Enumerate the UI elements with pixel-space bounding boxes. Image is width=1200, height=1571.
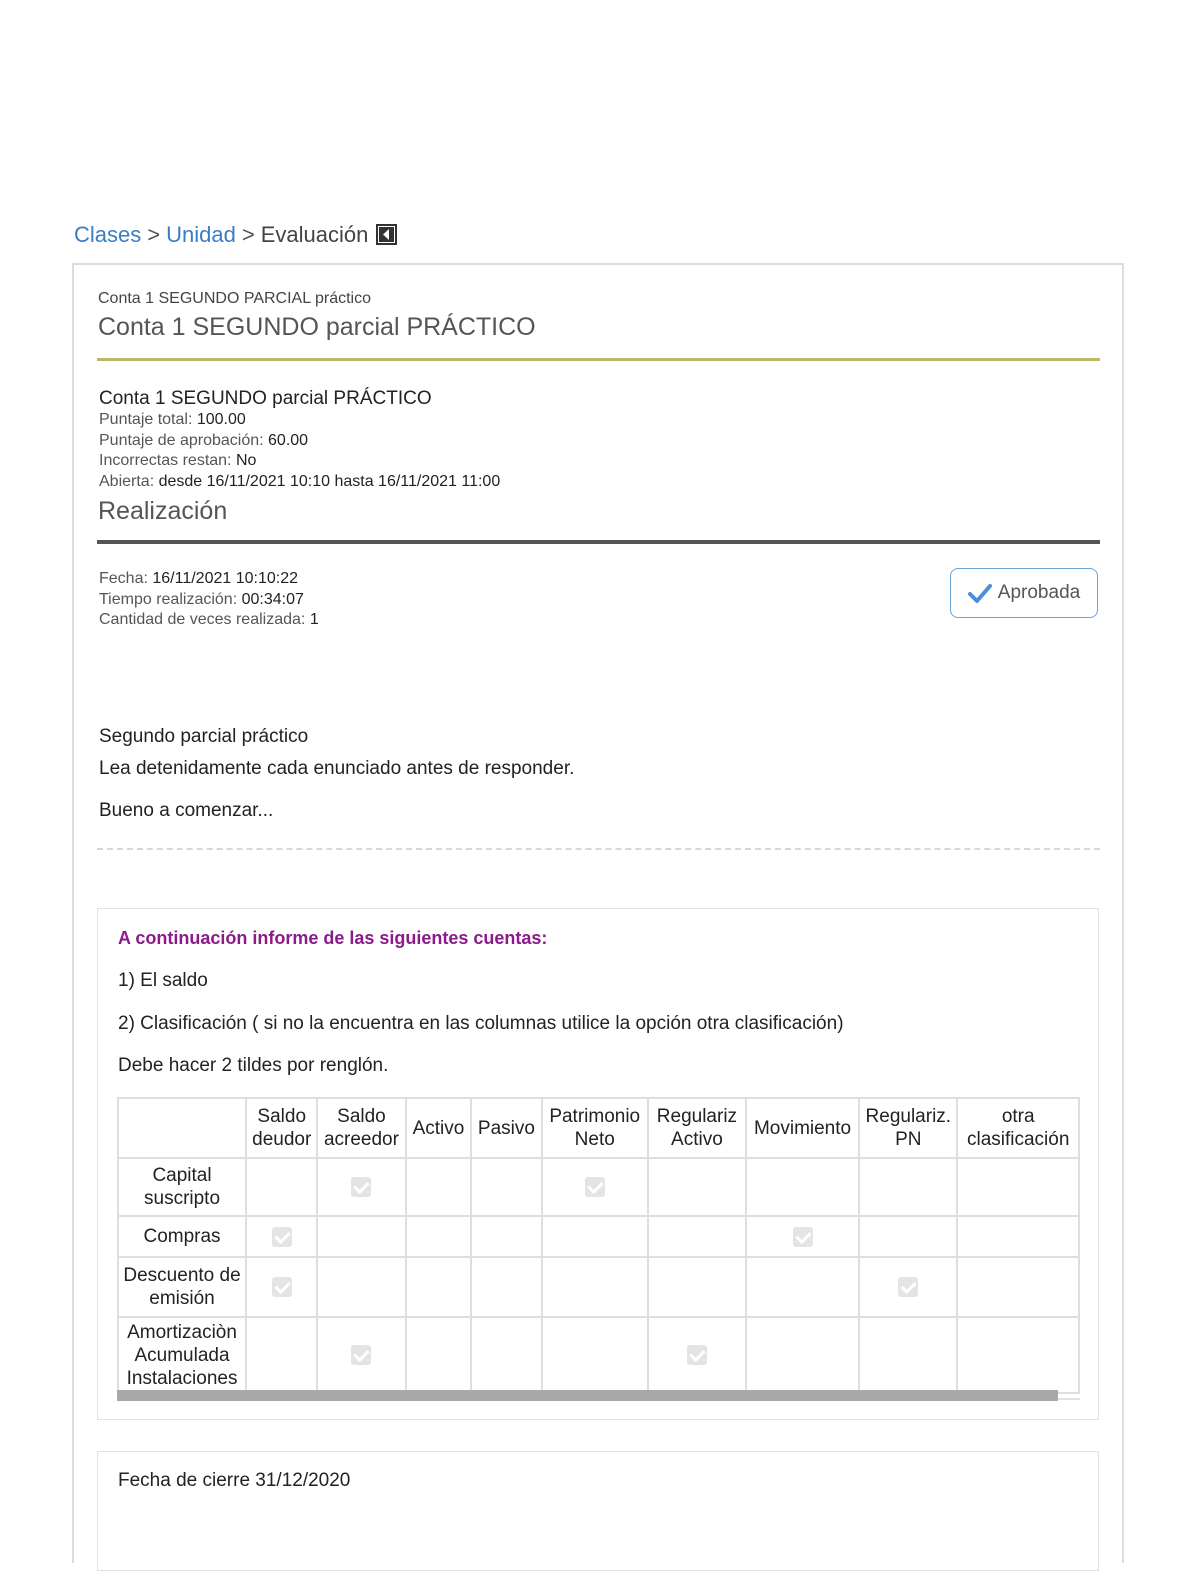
evaluation-title: Conta 1 SEGUNDO parcial PRÁCTICO: [98, 313, 536, 341]
intro-line1: Lea detenidamente cada enunciado antes de responder.: [99, 758, 575, 779]
checkbox-cell: [648, 1216, 746, 1257]
checkbox-cell: [957, 1216, 1079, 1257]
checked-checkbox[interactable]: [351, 1177, 371, 1197]
question-item-3: Debe hacer 2 tildes por renglón.: [118, 1055, 389, 1076]
checkbox-cell: [406, 1257, 472, 1317]
puntaje-aprobacion-label: Puntaje de aprobación:: [99, 431, 264, 449]
checkbox-cell: [317, 1158, 405, 1216]
table-column-header: Patrimonio Neto: [542, 1098, 648, 1158]
table-column-header: otra clasificación: [957, 1098, 1079, 1158]
checkbox-cell: [542, 1317, 648, 1393]
checkbox-cell: [859, 1158, 957, 1216]
checkbox-cell: [859, 1216, 957, 1257]
table-row: [118, 1317, 1079, 1393]
checkbox-cell: [246, 1158, 317, 1216]
checkbox-cell: [471, 1216, 541, 1257]
breadcrumb-current: Evaluación: [260, 222, 369, 247]
account-name-cell: Capital suscripto: [118, 1158, 246, 1216]
checkbox-cell: [471, 1158, 541, 1216]
next-question-box: [97, 1451, 1099, 1571]
question-title: A continuación informe de las siguientes cuentas:: [118, 928, 548, 948]
breadcrumb-unidad[interactable]: Unidad: [166, 222, 236, 247]
title-divider: [97, 358, 1100, 361]
checkbox-cell: [406, 1317, 472, 1393]
checked-checkbox[interactable]: [351, 1345, 371, 1365]
table-column-header: Movimiento: [746, 1098, 859, 1158]
breadcrumb-clases[interactable]: Clases: [74, 222, 142, 247]
checkbox-cell: [648, 1257, 746, 1317]
account-name-cell: Compras: [118, 1216, 246, 1257]
puntaje-total-row: [99, 410, 500, 431]
table-column-header: Saldo deudor: [246, 1098, 317, 1158]
accounts-table: [117, 1097, 1080, 1394]
incorrectas-label: Incorrectas restan:: [99, 452, 232, 470]
aprobada-label: Aprobada: [997, 582, 1081, 603]
table-row: [118, 1158, 1079, 1216]
checkbox-cell: [542, 1158, 648, 1216]
table-header-row: [118, 1098, 1079, 1158]
fecha-value: 16/11/2021 10:10:22: [152, 570, 298, 587]
table-column-header: Regulariz. PN: [859, 1098, 957, 1158]
checkbox-cell: [542, 1257, 648, 1317]
table-row: [118, 1257, 1079, 1317]
evaluation-heading: Conta 1 SEGUNDO parcial PRÁCTICO: [99, 388, 432, 409]
tiempo-row: [99, 590, 319, 611]
collapse-left-icon[interactable]: [376, 224, 397, 251]
checked-checkbox[interactable]: [272, 1227, 292, 1247]
checkbox-cell: [648, 1158, 746, 1216]
checkbox-cell: [746, 1158, 859, 1216]
horizontal-scrollbar[interactable]: [117, 1390, 1058, 1401]
puntaje-aprobacion-value: 60.00: [268, 431, 309, 449]
dashed-divider: [97, 848, 1100, 850]
checkbox-cell: [746, 1317, 859, 1393]
checkbox-cell: [317, 1216, 405, 1257]
fecha-row: [99, 569, 319, 590]
evaluation-small-title: Conta 1 SEGUNDO PARCIAL práctico: [98, 290, 371, 307]
realizacion-info: [99, 569, 319, 631]
abierta-label: Abierta:: [99, 473, 155, 491]
checked-checkbox[interactable]: [793, 1227, 813, 1247]
checkbox-cell: [746, 1216, 859, 1257]
tiempo-label: Tiempo realización:: [99, 590, 238, 608]
table-column-header: Saldo acreedor: [317, 1098, 405, 1158]
abierta-row: [99, 472, 500, 493]
breadcrumb-separator: >: [147, 222, 161, 247]
breadcrumb-separator: >: [241, 222, 255, 247]
scrollbar-track: [1058, 1398, 1080, 1400]
checkbox-cell: [406, 1216, 472, 1257]
table-column-header: Pasivo: [471, 1098, 541, 1158]
puntaje-total-value: 100.00: [196, 411, 246, 428]
checkbox-cell: [542, 1216, 648, 1257]
tiempo-value: 00:34:07: [241, 590, 304, 608]
checkbox-cell: [317, 1317, 405, 1393]
abierta-value: desde 16/11/2021 10:10 hasta 16/11/2021 11:00: [158, 473, 501, 491]
checkbox-cell: [957, 1317, 1079, 1393]
checkbox-cell: [957, 1158, 1079, 1216]
checked-checkbox[interactable]: [272, 1277, 292, 1297]
intro-title: Segundo parcial práctico: [99, 726, 309, 747]
checkbox-cell: [471, 1257, 541, 1317]
fecha-label: Fecha:: [99, 570, 148, 587]
puntaje-aprobacion-row: [99, 431, 500, 452]
intro-line2: Bueno a comenzar...: [99, 800, 274, 821]
incorrectas-row: [99, 451, 500, 472]
account-name-cell: Amortizaciòn Acumulada Instalaciones: [118, 1317, 246, 1393]
checkbox-cell: [648, 1317, 746, 1393]
incorrectas-value: No: [235, 452, 257, 470]
account-name-cell: Descuento de emisión: [118, 1257, 246, 1317]
checkbox-cell: [859, 1317, 957, 1393]
checkbox-cell: [957, 1257, 1079, 1317]
table-row: [118, 1216, 1079, 1257]
checkbox-cell: [859, 1257, 957, 1317]
checkbox-cell: [246, 1317, 317, 1393]
cantidad-label: Cantidad de veces realizada:: [99, 611, 306, 629]
question-item-1: 1) El saldo: [118, 970, 208, 991]
checkbox-cell: [317, 1257, 405, 1317]
next-question-text: Fecha de cierre 31/12/2020: [118, 1470, 351, 1491]
breadcrumb: [74, 222, 397, 251]
realizacion-title: Realización: [98, 497, 228, 525]
question-item-2: 2) Clasificación ( si no la encuentra en las columnas utilice la opción otra clasificación): [118, 1013, 844, 1034]
checkbox-cell: [246, 1257, 317, 1317]
checkbox-cell: [406, 1158, 472, 1216]
aprobada-status-button[interactable]: [950, 568, 1098, 618]
evaluation-info: [99, 387, 500, 493]
checked-checkbox[interactable]: [898, 1277, 918, 1297]
puntaje-total-label: Puntaje total:: [99, 411, 193, 428]
accounts-table-wrapper[interactable]: [117, 1097, 1080, 1400]
checkmark-icon: [968, 583, 992, 603]
realizacion-divider: [97, 540, 1100, 544]
table-column-header: Regulariz Activo: [648, 1098, 746, 1158]
checked-checkbox[interactable]: [585, 1177, 605, 1197]
cantidad-value: 1: [309, 611, 319, 629]
cantidad-row: [99, 610, 319, 631]
checkbox-cell: [471, 1317, 541, 1393]
table-corner-cell: [118, 1098, 246, 1158]
checkbox-cell: [246, 1216, 317, 1257]
checked-checkbox[interactable]: [687, 1345, 707, 1365]
table-column-header: Activo: [406, 1098, 472, 1158]
intro-section: [99, 726, 574, 822]
checkbox-cell: [746, 1257, 859, 1317]
